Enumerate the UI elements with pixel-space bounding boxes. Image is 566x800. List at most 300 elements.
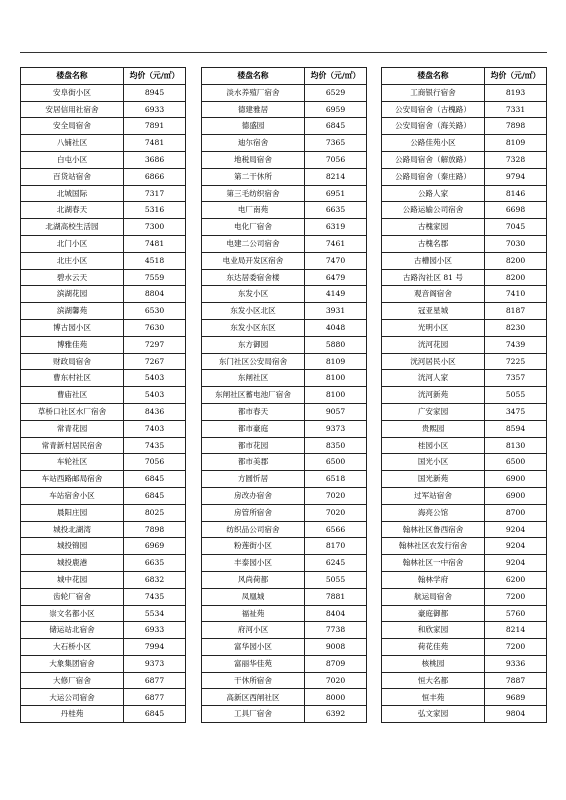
avg-price-cell: 6832 <box>124 571 186 588</box>
table-row <box>21 202 186 219</box>
avg-price-cell: 9336 <box>485 655 547 672</box>
avg-price-cell: 9204 <box>485 555 547 572</box>
table-row <box>382 454 547 471</box>
estate-name-cell: 崇文名都小区 <box>21 605 124 622</box>
table-row <box>21 437 186 454</box>
table-row <box>21 252 186 269</box>
table-row <box>202 101 367 118</box>
estate-name-cell: 翰林学府 <box>382 571 485 588</box>
estate-name-cell: 车站宿舍小区 <box>21 487 124 504</box>
estate-name-cell: 地税局宿舍 <box>202 151 305 168</box>
estate-name-cell: 冠亚星城 <box>382 303 485 320</box>
estate-name-cell: 北湖春天 <box>21 202 124 219</box>
avg-price-cell: 6866 <box>124 168 186 185</box>
price-table-1 <box>20 67 186 723</box>
avg-price-cell: 7461 <box>305 235 367 252</box>
table-row <box>202 387 367 404</box>
table-row <box>21 420 186 437</box>
estate-name-cell: 财政局宿舍 <box>21 353 124 370</box>
estate-name-cell: 第三毛纺织宿舍 <box>202 185 305 202</box>
table-row <box>382 605 547 622</box>
estate-name-cell: 翰林社区鲁西宿舍 <box>382 521 485 538</box>
estate-name-cell: 百货站宿舍 <box>21 168 124 185</box>
avg-price-cell: 6845 <box>124 487 186 504</box>
avg-price-cell: 8214 <box>305 168 367 185</box>
table-row <box>382 135 547 152</box>
estate-name-cell: 大象集团宿舍 <box>21 655 124 672</box>
estate-name-cell: 第二干休所 <box>202 168 305 185</box>
estate-name-cell: 古槽园小区 <box>382 252 485 269</box>
estate-name-cell: 房管所宿舍 <box>202 504 305 521</box>
avg-price-cell: 7435 <box>124 437 186 454</box>
table-row <box>382 219 547 236</box>
table-row <box>382 622 547 639</box>
table-row <box>21 403 186 420</box>
estate-name-cell: 东达居委宿舍楼 <box>202 269 305 286</box>
estate-name-cell: 迪尔宿舍 <box>202 135 305 152</box>
estate-name-cell: 东门社区公安局宿舍 <box>202 353 305 370</box>
table-row <box>202 605 367 622</box>
avg-price-cell: 5316 <box>124 202 186 219</box>
avg-price-cell: 8404 <box>305 605 367 622</box>
estate-name-cell: 都市春天 <box>202 403 305 420</box>
estate-name-cell: 房改办宿舍 <box>202 487 305 504</box>
table-row <box>21 655 186 672</box>
estate-name-cell: 车轮社区 <box>21 454 124 471</box>
table-row <box>21 353 186 370</box>
estate-name-cell: 公路局宿舍（秦庄路） <box>382 168 485 185</box>
table-row <box>202 487 367 504</box>
table-row <box>21 538 186 555</box>
table-row <box>21 269 186 286</box>
avg-price-cell: 8100 <box>305 387 367 404</box>
table-row <box>382 437 547 454</box>
column-header-price: 均价（元/㎡） <box>124 68 186 85</box>
table-row <box>21 555 186 572</box>
avg-price-cell: 8214 <box>485 622 547 639</box>
table-row <box>202 706 367 723</box>
column-header-name: 楼盘名称 <box>21 68 124 85</box>
estate-name-cell: 洸河居民小区 <box>382 353 485 370</box>
table-row <box>202 353 367 370</box>
table-row <box>202 219 367 236</box>
table-row <box>202 622 367 639</box>
table-row <box>202 151 367 168</box>
avg-price-cell: 9204 <box>485 538 547 555</box>
avg-price-cell: 7898 <box>485 118 547 135</box>
table-header-row <box>202 68 367 85</box>
avg-price-cell: 8100 <box>305 370 367 387</box>
table-row <box>21 135 186 152</box>
table-row <box>21 471 186 488</box>
avg-price-cell: 8025 <box>124 504 186 521</box>
table-header-row <box>382 68 547 85</box>
table-row <box>382 252 547 269</box>
avg-price-cell: 6245 <box>305 555 367 572</box>
table-row <box>202 571 367 588</box>
table-row <box>21 168 186 185</box>
avg-price-cell: 5055 <box>305 571 367 588</box>
table-row <box>382 303 547 320</box>
estate-name-cell: 东闸社区蓄电池厂宿舍 <box>202 387 305 404</box>
avg-price-cell: 9689 <box>485 689 547 706</box>
avg-price-cell: 8945 <box>124 84 186 101</box>
avg-price-cell: 7020 <box>305 487 367 504</box>
estate-name-cell: 八铺社区 <box>21 135 124 152</box>
table-row <box>21 185 186 202</box>
table-row <box>382 319 547 336</box>
table-row <box>382 101 547 118</box>
estate-name-cell: 丰泰园小区 <box>202 555 305 572</box>
estate-name-cell: 过军站宿舍 <box>382 487 485 504</box>
avg-price-cell: 7020 <box>305 672 367 689</box>
estate-name-cell: 福祉苑 <box>202 605 305 622</box>
table-row <box>382 387 547 404</box>
table-row <box>382 538 547 555</box>
estate-name-cell: 翰林社区一中宿舍 <box>382 555 485 572</box>
table-row <box>382 202 547 219</box>
table-row <box>21 639 186 656</box>
table-row <box>202 118 367 135</box>
avg-price-cell: 7470 <box>305 252 367 269</box>
avg-price-cell: 6877 <box>124 689 186 706</box>
avg-price-cell: 7881 <box>305 588 367 605</box>
estate-name-cell: 德建雅居 <box>202 101 305 118</box>
table-row <box>202 235 367 252</box>
estate-name-cell: 曹庙社区 <box>21 387 124 404</box>
column-header-name: 楼盘名称 <box>202 68 305 85</box>
table-row <box>21 101 186 118</box>
table-row <box>382 185 547 202</box>
avg-price-cell: 6900 <box>485 487 547 504</box>
avg-price-cell: 7898 <box>124 521 186 538</box>
table-header-row <box>21 68 186 85</box>
estate-name-cell: 恒丰苑 <box>382 689 485 706</box>
table-row <box>382 555 547 572</box>
estate-name-cell: 博古园小区 <box>21 319 124 336</box>
estate-name-cell: 富华园小区 <box>202 639 305 656</box>
table-row <box>202 538 367 555</box>
avg-price-cell: 6529 <box>305 84 367 101</box>
estate-name-cell: 广安家园 <box>382 403 485 420</box>
estate-name-cell: 干休所宿舍 <box>202 672 305 689</box>
avg-price-cell: 6951 <box>305 185 367 202</box>
table-row <box>382 269 547 286</box>
table-row <box>202 403 367 420</box>
price-table-3 <box>381 67 547 723</box>
table-row <box>21 672 186 689</box>
estate-name-cell: 草桥口社区水厂宿舍 <box>21 403 124 420</box>
table-row <box>382 336 547 353</box>
avg-price-cell: 8130 <box>485 437 547 454</box>
avg-price-cell: 7200 <box>485 639 547 656</box>
table-row <box>382 689 547 706</box>
avg-price-cell: 8146 <box>485 185 547 202</box>
avg-price-cell: 7403 <box>124 420 186 437</box>
estate-name-cell: 安阜街小区 <box>21 84 124 101</box>
estate-name-cell: 府河小区 <box>202 622 305 639</box>
estate-name-cell: 北庄小区 <box>21 252 124 269</box>
avg-price-cell: 6479 <box>305 269 367 286</box>
estate-name-cell: 丹桂苑 <box>21 706 124 723</box>
estate-name-cell: 电厂南苑 <box>202 202 305 219</box>
avg-price-cell: 7481 <box>124 135 186 152</box>
table-row <box>382 353 547 370</box>
estate-name-cell: 翰林社区农发行宿舍 <box>382 538 485 555</box>
estate-name-cell: 桂园小区 <box>382 437 485 454</box>
avg-price-cell: 9057 <box>305 403 367 420</box>
table-row <box>202 286 367 303</box>
avg-price-cell: 6969 <box>124 538 186 555</box>
avg-price-cell: 8000 <box>305 689 367 706</box>
avg-price-cell: 7200 <box>485 588 547 605</box>
avg-price-cell: 4048 <box>305 319 367 336</box>
estate-name-cell: 常青新村居民宿舍 <box>21 437 124 454</box>
avg-price-cell: 6500 <box>305 454 367 471</box>
avg-price-cell: 7020 <box>305 504 367 521</box>
estate-name-cell: 公路佳苑小区 <box>382 135 485 152</box>
avg-price-cell: 7481 <box>124 235 186 252</box>
avg-price-cell: 7056 <box>305 151 367 168</box>
table-row <box>202 555 367 572</box>
estate-name-cell: 工商银行宿舍 <box>382 84 485 101</box>
estate-name-cell: 古槐家园 <box>382 219 485 236</box>
avg-price-cell: 7225 <box>485 353 547 370</box>
avg-price-cell: 9373 <box>124 655 186 672</box>
estate-name-cell: 安居信用社宿舍 <box>21 101 124 118</box>
table-row <box>382 487 547 504</box>
avg-price-cell: 7300 <box>124 219 186 236</box>
table-row <box>202 336 367 353</box>
estate-name-cell: 公路局宿舍（解放路） <box>382 151 485 168</box>
table-row <box>382 588 547 605</box>
avg-price-cell: 5760 <box>485 605 547 622</box>
avg-price-cell: 8200 <box>485 269 547 286</box>
estate-name-cell: 古槐名郡 <box>382 235 485 252</box>
estate-name-cell: 北湖高校生活园 <box>21 219 124 236</box>
avg-price-cell: 9008 <box>305 639 367 656</box>
avg-price-cell: 5534 <box>124 605 186 622</box>
table-row <box>382 286 547 303</box>
table-row <box>202 84 367 101</box>
estate-name-cell: 淡水养殖厂宿舍 <box>202 84 305 101</box>
estate-name-cell: 光明小区 <box>382 319 485 336</box>
avg-price-cell: 8804 <box>124 286 186 303</box>
avg-price-cell: 7559 <box>124 269 186 286</box>
estate-name-cell: 城投鹿港 <box>21 555 124 572</box>
avg-price-cell: 8170 <box>305 538 367 555</box>
table-row <box>21 605 186 622</box>
table-row <box>21 118 186 135</box>
avg-price-cell: 7030 <box>485 235 547 252</box>
table-row <box>202 303 367 320</box>
estate-name-cell: 大运公司宿舍 <box>21 689 124 706</box>
avg-price-cell: 6959 <box>305 101 367 118</box>
estate-name-cell: 碧水云天 <box>21 269 124 286</box>
avg-price-cell: 8193 <box>485 84 547 101</box>
table-row <box>382 168 547 185</box>
avg-price-cell: 7328 <box>485 151 547 168</box>
estate-name-cell: 纺织品公司宿舍 <box>202 521 305 538</box>
table-row <box>382 521 547 538</box>
table-row <box>382 655 547 672</box>
table-row <box>21 571 186 588</box>
table-row <box>21 521 186 538</box>
avg-price-cell: 8230 <box>485 319 547 336</box>
avg-price-cell: 6500 <box>485 454 547 471</box>
avg-price-cell: 7297 <box>124 336 186 353</box>
table-row <box>382 504 547 521</box>
avg-price-cell: 7331 <box>485 101 547 118</box>
avg-price-cell: 7738 <box>305 622 367 639</box>
estate-name-cell: 城中花园 <box>21 571 124 588</box>
avg-price-cell: 6845 <box>305 118 367 135</box>
avg-price-cell: 3686 <box>124 151 186 168</box>
table-row <box>21 387 186 404</box>
table-row <box>21 706 186 723</box>
estate-name-cell: 高新区西闸社区 <box>202 689 305 706</box>
avg-price-cell: 6698 <box>485 202 547 219</box>
table-row <box>21 303 186 320</box>
table-row <box>202 269 367 286</box>
estate-name-cell: 海亮公馆 <box>382 504 485 521</box>
avg-price-cell: 3931 <box>305 303 367 320</box>
avg-price-cell: 6518 <box>305 471 367 488</box>
estate-name-cell: 风尚荷都 <box>202 571 305 588</box>
table-row <box>202 437 367 454</box>
table-row <box>21 219 186 236</box>
avg-price-cell: 6530 <box>124 303 186 320</box>
avg-price-cell: 8700 <box>485 504 547 521</box>
avg-price-cell: 7365 <box>305 135 367 152</box>
avg-price-cell: 6200 <box>485 571 547 588</box>
table-row <box>382 672 547 689</box>
estate-name-cell: 工具厂宿舍 <box>202 706 305 723</box>
estate-name-cell: 常青花园 <box>21 420 124 437</box>
table-row <box>202 639 367 656</box>
estate-name-cell: 荷花佳苑 <box>382 639 485 656</box>
table-row <box>382 420 547 437</box>
column-header-name: 楼盘名称 <box>382 68 485 85</box>
estate-name-cell: 贵熙园 <box>382 420 485 437</box>
avg-price-cell: 7410 <box>485 286 547 303</box>
table-row <box>382 370 547 387</box>
table-row <box>21 286 186 303</box>
table-row <box>21 504 186 521</box>
table-row <box>382 471 547 488</box>
estate-name-cell: 粉莲街小区 <box>202 538 305 555</box>
avg-price-cell: 3475 <box>485 403 547 420</box>
avg-price-cell: 8350 <box>305 437 367 454</box>
table-row <box>21 454 186 471</box>
table-row <box>202 471 367 488</box>
estate-name-cell: 白屯小区 <box>21 151 124 168</box>
estate-name-cell: 恒大名都 <box>382 672 485 689</box>
table-row <box>21 84 186 101</box>
table-row <box>21 622 186 639</box>
table-row <box>202 420 367 437</box>
table-row <box>202 168 367 185</box>
estate-name-cell: 大修厂宿舍 <box>21 672 124 689</box>
avg-price-cell: 7357 <box>485 370 547 387</box>
avg-price-cell: 9804 <box>485 706 547 723</box>
avg-price-cell: 7435 <box>124 588 186 605</box>
avg-price-cell: 7056 <box>124 454 186 471</box>
avg-price-cell: 5055 <box>485 387 547 404</box>
table-row <box>202 504 367 521</box>
estate-name-cell: 观音阁宿舍 <box>382 286 485 303</box>
avg-price-cell: 8109 <box>485 135 547 152</box>
column-header-price: 均价（元/㎡） <box>305 68 367 85</box>
avg-price-cell: 7267 <box>124 353 186 370</box>
estate-name-cell: 北门小区 <box>21 235 124 252</box>
price-table-2 <box>201 67 367 723</box>
estate-name-cell: 方圆忻居 <box>202 471 305 488</box>
avg-price-cell: 6845 <box>124 471 186 488</box>
estate-name-cell: 核桃园 <box>382 655 485 672</box>
estate-name-cell: 电建二公司宿舍 <box>202 235 305 252</box>
avg-price-cell: 7630 <box>124 319 186 336</box>
avg-price-cell: 9794 <box>485 168 547 185</box>
estate-name-cell: 和欣家园 <box>382 622 485 639</box>
avg-price-cell: 6319 <box>305 219 367 236</box>
avg-price-cell: 8200 <box>485 252 547 269</box>
table-row <box>21 487 186 504</box>
estate-name-cell: 曹东村社区 <box>21 370 124 387</box>
table-row <box>382 235 547 252</box>
avg-price-cell: 6635 <box>124 555 186 572</box>
estate-name-cell: 大石桥小区 <box>21 639 124 656</box>
table-row <box>202 454 367 471</box>
header-rule <box>20 52 547 53</box>
table-row <box>382 571 547 588</box>
avg-price-cell: 8109 <box>305 353 367 370</box>
avg-price-cell: 8187 <box>485 303 547 320</box>
estate-name-cell: 国光小区 <box>382 454 485 471</box>
estate-name-cell: 公路人家 <box>382 185 485 202</box>
avg-price-cell: 7045 <box>485 219 547 236</box>
avg-price-cell: 6392 <box>305 706 367 723</box>
avg-price-cell: 6933 <box>124 622 186 639</box>
avg-price-cell: 6933 <box>124 101 186 118</box>
table-row <box>21 370 186 387</box>
avg-price-cell: 8709 <box>305 655 367 672</box>
estate-name-cell: 豪庭御都 <box>382 605 485 622</box>
estate-name-cell: 滨湖馨苑 <box>21 303 124 320</box>
table-row <box>202 135 367 152</box>
table-row <box>202 252 367 269</box>
estate-name-cell: 城投北湖湾 <box>21 521 124 538</box>
estate-name-cell: 储运站北宿舍 <box>21 622 124 639</box>
table-row <box>202 319 367 336</box>
avg-price-cell: 6877 <box>124 672 186 689</box>
estate-name-cell: 北城国际 <box>21 185 124 202</box>
estate-name-cell: 公安局宿舍（海关路） <box>382 118 485 135</box>
estate-name-cell: 城投锦园 <box>21 538 124 555</box>
avg-price-cell: 5880 <box>305 336 367 353</box>
avg-price-cell: 7887 <box>485 672 547 689</box>
estate-name-cell: 洸河花园 <box>382 336 485 353</box>
estate-name-cell: 东闸社区 <box>202 370 305 387</box>
estate-name-cell: 国光新苑 <box>382 471 485 488</box>
estate-name-cell: 古路沟社区 81 号 <box>382 269 485 286</box>
table-row <box>21 319 186 336</box>
estate-name-cell: 东发小区北区 <box>202 303 305 320</box>
estate-name-cell: 东发小区 <box>202 286 305 303</box>
avg-price-cell: 8436 <box>124 403 186 420</box>
table-row <box>21 689 186 706</box>
estate-name-cell: 东方御园 <box>202 336 305 353</box>
